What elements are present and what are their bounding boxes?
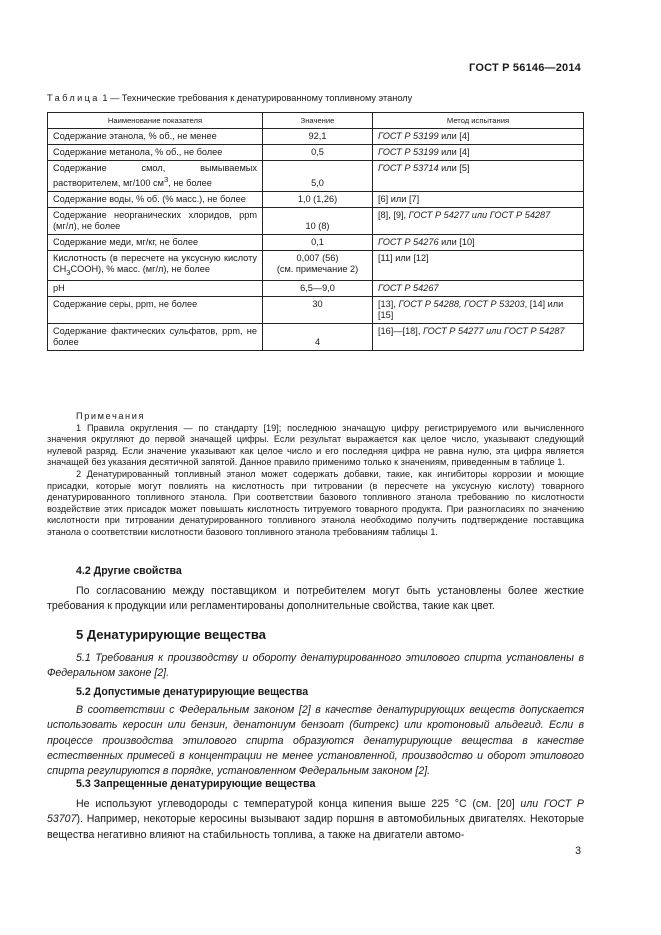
row-method: ГОСТ Р 53199 или [4] xyxy=(373,145,584,161)
table-row xyxy=(48,161,584,192)
row-method: [16]—[18], ГОСТ Р 54277 или ГОСТ Р 54287 xyxy=(373,323,584,350)
row-value: 6,5—9,0 xyxy=(263,280,373,296)
heading-5-2: 5.2 Допустимые денатурирующие вещества xyxy=(76,686,309,698)
table-row xyxy=(48,280,584,296)
row-name: pH xyxy=(48,280,263,296)
table-title: — Технические требования к денатурированному топливному этанолу xyxy=(107,93,413,103)
table-row xyxy=(48,296,584,323)
table-row xyxy=(48,208,584,235)
column-header-method: Метод испытания xyxy=(373,113,584,129)
page-number: 3 xyxy=(575,845,581,857)
heading-5: 5 Денатурирующие вещества xyxy=(76,627,266,642)
row-name: Содержание метанола, % об., не более xyxy=(48,145,263,161)
paragraph-5-1: 5.1 Требования к производству и обороту денатурированного этилового спирта установлены в Федеральном законе [2]. xyxy=(47,652,584,680)
table-row xyxy=(48,129,584,145)
row-method: [11] или [12] xyxy=(373,251,584,281)
table-header-row xyxy=(48,113,584,129)
row-value: 0,1 xyxy=(263,235,373,251)
table-row xyxy=(48,145,584,161)
row-method: ГОСТ Р 53714 или [5] xyxy=(373,161,584,192)
heading-4-2: 4.2 Другие свойства xyxy=(76,565,182,577)
column-header-value: Значение xyxy=(263,113,373,129)
row-name: Содержание фактических сульфатов, ppm, не более xyxy=(48,323,263,350)
row-value: 10 (8) xyxy=(263,208,373,235)
row-method: [6] или [7] xyxy=(373,192,584,208)
row-method: ГОСТ Р 54267 xyxy=(373,280,584,296)
notes-title: Примечания xyxy=(76,411,146,421)
row-method: [13], ГОСТ Р 54288, ГОСТ Р 53203, [14] или [15] xyxy=(373,296,584,323)
table-row xyxy=(48,192,584,208)
table-notes xyxy=(47,411,584,539)
row-value: 30 xyxy=(263,296,373,323)
table-label: Таблица xyxy=(47,93,100,103)
row-value: 1,0 (1,26) xyxy=(263,192,373,208)
paragraph-5-3: Не используют углеводороды с температурой конца кипения выше 225 °С (см. [20] или ГОСТ Р 53707). Например, некоторые керосины вызывают задир поршня в автомобильных двигателях. Некоторые вещества негативно влияют на стабильность топлива, а также на двигатели автомо- xyxy=(47,798,584,841)
row-value: 5,0 xyxy=(263,161,373,192)
row-name: Содержание меди, мг/кг, не более xyxy=(48,235,263,251)
row-name: Содержание этанола, % об., не менее xyxy=(48,129,263,145)
heading-5-3: 5.3 Запрещенные денатурирующие вещества xyxy=(76,778,316,790)
row-value: 0,5 xyxy=(263,145,373,161)
table-number: 1 xyxy=(102,93,108,103)
row-name: Содержание серы, ppm, не более xyxy=(48,296,263,323)
standard-header: ГОСТ Р 56146—2014 xyxy=(469,62,581,74)
column-header-name: Наименование показателя xyxy=(48,113,263,129)
note-2: 2 Денатурированный топливный этанол может содержать добавки, такие, как ингибиторы коррозии и моющие присадки, которые могут повлиять на кислотность при титровании (в пересчете на уксусную кислоту) товарного денатурированного топливного этанола. При соответствии базового топливного этанола требованию по кислотности воздействие этих присадок может повышать кислотность титруемого товарного продукта. При разногласиях по значению кислотности при титровании денатурированного топливного этанола необходимо получить подтверждение поставщика этанола о соответствии кислотности базового топливного этанола требованиям таблицы 1. xyxy=(47,468,584,537)
note-1: 1 Правила округления — по стандарту [19]; последнюю значащую цифру регистрируемого или вычисленного значения округляют до первой значащей цифры. Если результат выражается как целое число, указывают следующий нулевой разряд. Если значение указывают как целое число и его последняя цифра не равна нулю, эта цифра является значащей без указания десятичной запятой. Данное правило применимо только к значениям, приведенным в таблице 1. xyxy=(47,422,584,468)
table-row xyxy=(48,323,584,350)
row-name: Содержание воды, % об. (% масс.), не более xyxy=(48,192,263,208)
row-name: Содержание смол, вымываемых растворителем, мг/100 $см^3$, не более xyxy=(48,161,263,192)
requirements-table xyxy=(47,112,584,351)
row-value: 4 xyxy=(263,323,373,350)
row-value: 92,1 xyxy=(263,129,373,145)
row-value: 0,007 (56) (см. примечание 2) xyxy=(263,251,373,281)
paragraph-5-2: В соответствии с Федеральным законом [2] в качестве денатурирующих веществ допускается использовать керосин или бензин, денатониум бензоат (битрекс) или кротоновый альдегид. Если в процессе производства этилового спирта образуются денатурирующие вещества в качестве естественных примесей в концентрации не менее установленной, производство и оборот этилового спирта регулируются в порядке, установленном Федеральным законом [2]. xyxy=(47,704,584,778)
paragraph-4-2: По согласованию между поставщиком и потребителем могут быть установлены более жесткие требования к продукции или регламентированы дополнительные свойства, такие как цвет. xyxy=(47,585,584,613)
row-name: Кислотность (в пересчете на уксусную кислоту $CH_3COOH$), % масс. (мг/л), не более xyxy=(48,251,263,281)
table-row xyxy=(48,235,584,251)
table-caption xyxy=(47,93,412,103)
table-row xyxy=(48,251,584,281)
row-name: Содержание неорганических хлоридов, ppm (мг/л), не более xyxy=(48,208,263,235)
row-method: ГОСТ Р 54276 или [10] xyxy=(373,235,584,251)
row-method: ГОСТ Р 53199 или [4] xyxy=(373,129,584,145)
row-method: [8], [9], ГОСТ Р 54277 или ГОСТ Р 54287 xyxy=(373,208,584,235)
